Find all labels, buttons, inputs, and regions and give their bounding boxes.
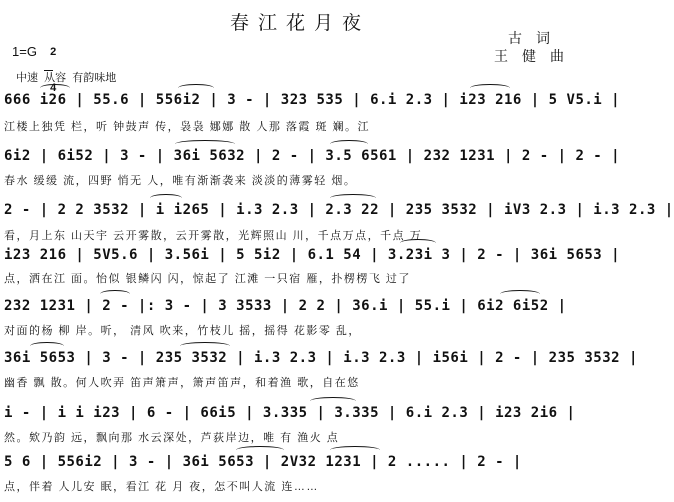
lyric-line: 点，洒在江 面。怡似 银鳞闪 闪，惊起了 江滩 一只宿 雁，扑楞楞飞 过了 [4,273,411,285]
slur-mark [330,194,376,202]
slur-mark [470,84,510,92]
slur-mark [30,342,64,350]
lyric-line: 然。欸乃韵 远，飘向那 水云深处，芦荻岸边，唯 有 渔火 点 [4,432,340,444]
slur-mark [180,342,230,350]
time-signature-top: 2 [50,46,57,58]
slur-mark [330,140,368,148]
slur-mark [40,84,70,92]
notation-line: 36i 5653 | 3 - | 235 3532 | i.3 2.3 | i.3 2.3 | i56i | 2 - | 235 3532 | [4,350,638,366]
slur-mark [400,239,436,247]
slur-mark [175,140,235,148]
notation-line: 5 6 | 556i2 | 3 - | 36i 5653 | 2V32 1231 | 2 ..... | 2 - | [4,454,522,470]
lyric-line: 对面的杨 柳 岸。听， 清风 吹来，竹枝儿 摇，摇得 花影零 乱， [4,325,361,337]
lyric-line: 江楼上独凭 栏，听 钟鼓声 传，袅袅 娜娜 散 人那 落霞 斑 斓。江 [4,121,371,133]
lyric-line: 看，月上东 山天宇 云开雾散，云开雾散，光辉照山 川，千点万点，千点 万 [4,230,423,242]
notation-line: 666 i26 | 55.6 | 556i2 | 3 - | 323 535 | 6.i 2.3 | i23 216 | 5 V5.i | [4,92,621,108]
composer-credit: 王健曲 [494,49,578,65]
key-signature: 1=G [12,44,37,59]
time-signature-bottom: 4 [50,82,57,94]
slur-mark [178,84,214,92]
slur-mark [100,290,130,298]
slur-mark [330,446,380,454]
slur-mark [500,290,540,298]
tempo-marking: 中速 从容 有韵味地 [16,72,117,84]
notation-line: i23 216 | 5V5.6 | 3.56i | 5 5i2 | 6.1 54 | 3.23i 3 | 2 - | 36i 5653 | [4,247,621,263]
lyric-line: 点，伴着 人儿安 眠，看江 花 月 夜，怎不叫人流 连…… [4,481,319,493]
slur-mark [310,397,356,405]
lyric-line: 幽香 飘 散。何人吹弄 笛声箫声，箫声笛声，和着渔 歌，自在悠 [4,377,360,389]
slur-mark [150,194,182,202]
notation-line: 2 - | 2 2 3532 | i i265 | i.3 2.3 | 2.3 22 | 235 3532 | iV3 2.3 | i.3 2.3 | [4,202,674,218]
notation-line: 6i2 | 6i52 | 3 - | 36i 5632 | 2 - | 3.5 6561 | 232 1231 | 2 - | 2 - | [4,148,621,164]
lyricist-credit: 古词 [508,31,564,47]
song-title: 春江花月夜 [229,12,370,34]
lyric-line: 春水 缓缓 流，四野 悄无 人，唯有渐渐袭来 淡淡的薄雾轻 烟。 [4,175,357,187]
slur-mark [236,446,284,454]
notation-line: 232 1231 | 2 - |: 3 - | 3 3533 | 2 2 | 36.i | 55.i | 6i2 6i52 | [4,298,567,314]
notation-line: i - | i i i23 | 6 - | 66i5 | 3.335 | 3.335 | 6.i 2.3 | i23 2i6 | [4,405,576,421]
